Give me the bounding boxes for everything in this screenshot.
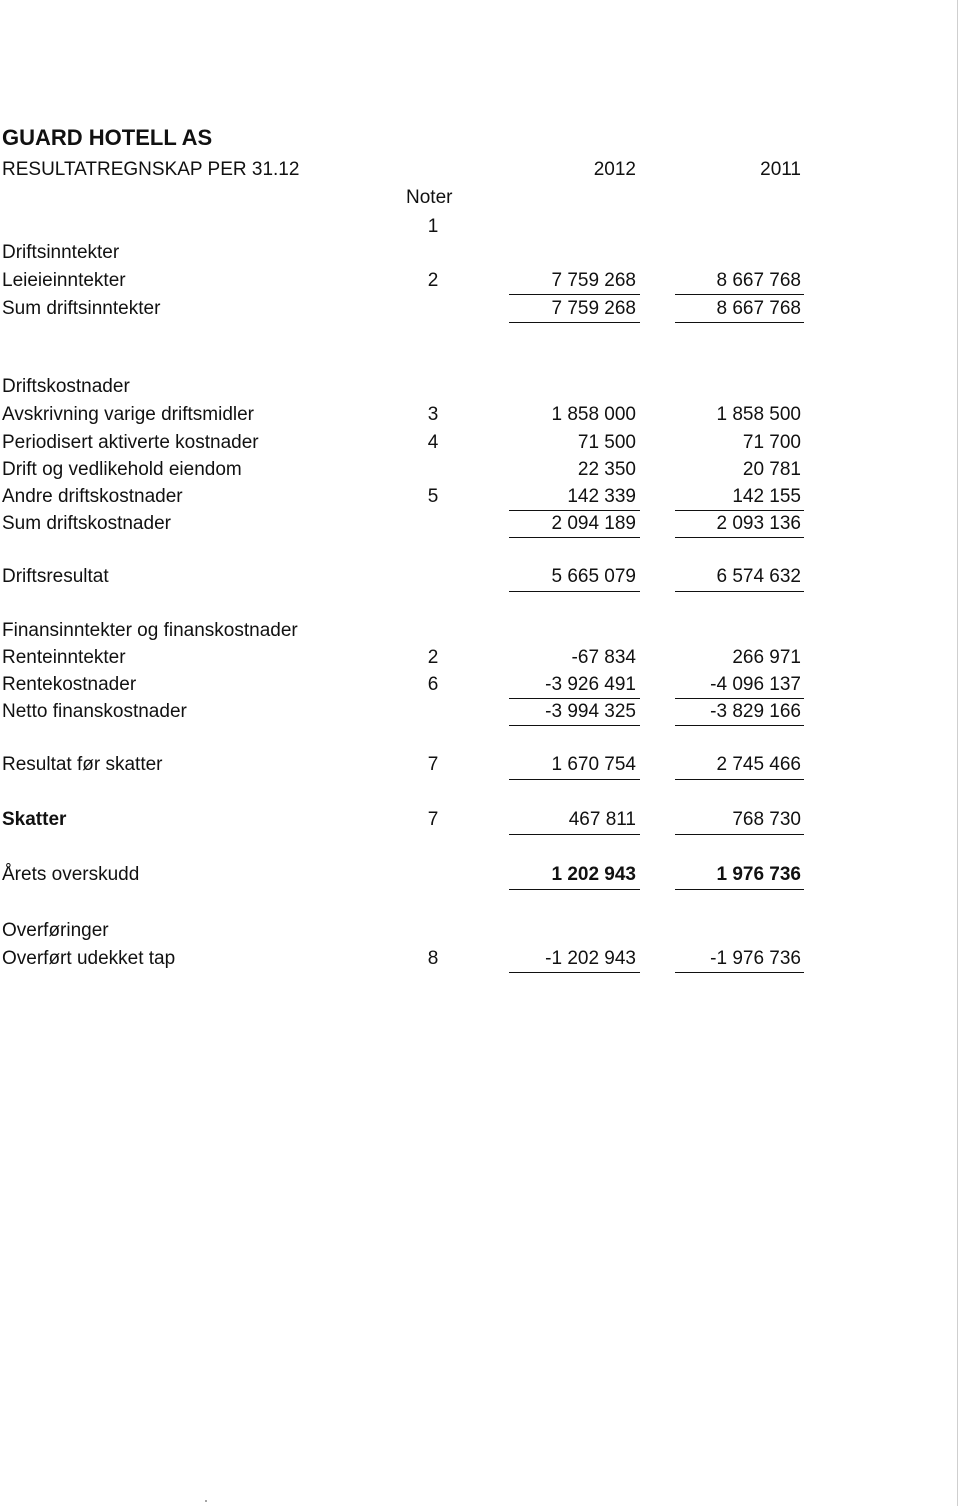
value-2012: 7 759 268 (551, 298, 636, 319)
underline (509, 294, 640, 295)
value-2012: 71 500 (577, 432, 636, 453)
value-2012: 1 202 943 (551, 864, 636, 885)
row-label: Renteinntekter (2, 647, 126, 668)
value-2012: -1 202 943 (545, 948, 636, 969)
value-2012: -67 834 (571, 647, 636, 668)
company-name: GUARD HOTELL AS (2, 125, 213, 150)
underline (675, 889, 804, 890)
value-2012: -3 926 491 (545, 674, 636, 695)
underline (509, 834, 640, 835)
value-2012: 1 858 000 (551, 404, 636, 425)
value-2011: 142 155 (732, 486, 801, 507)
year-2012-header: 2012 (593, 159, 636, 180)
underline (509, 322, 640, 323)
row-note: 8 (427, 948, 439, 969)
value-2011: 20 781 (742, 459, 801, 480)
row-note: 7 (427, 754, 439, 775)
page-edge-line (957, 0, 958, 1506)
section-driftskostnader: Driftskostnader (2, 376, 130, 397)
value-2012: -3 994 325 (545, 701, 636, 722)
year-2011-header: 2011 (760, 159, 801, 180)
row-label: Resultat før skatter (2, 754, 163, 775)
value-2011: 8 667 768 (716, 298, 801, 319)
row-label: Sum driftsinntekter (2, 298, 161, 319)
row-label: Overført udekket tap (2, 948, 176, 969)
underline (675, 322, 804, 323)
scan-speck (205, 1500, 207, 1502)
noter-number: 1 (427, 216, 439, 237)
underline (509, 698, 640, 699)
value-2011: 6 574 632 (716, 566, 801, 587)
value-2011: -3 829 166 (710, 701, 801, 722)
underline (675, 779, 804, 780)
statement-title: RESULTATREGNSKAP PER 31.12 (2, 159, 300, 180)
value-2012: 22 350 (577, 459, 636, 480)
row-label: Netto finanskostnader (2, 701, 187, 722)
underline (675, 725, 804, 726)
row-note: 5 (427, 486, 439, 507)
row-note: 2 (427, 647, 439, 668)
row-label: Driftsresultat (2, 566, 109, 587)
value-2012: 1 670 754 (551, 754, 636, 775)
value-2012: 142 339 (567, 486, 636, 507)
row-label: Sum driftskostnader (2, 513, 171, 534)
underline (509, 725, 640, 726)
underline (509, 779, 640, 780)
underline (509, 537, 640, 538)
value-2011: 1 976 736 (716, 864, 801, 885)
row-label: Rentekostnader (2, 674, 137, 695)
section-driftsinntekter: Driftsinntekter (2, 242, 120, 263)
row-label: Skatter (2, 809, 67, 830)
value-2011: -1 976 736 (710, 948, 801, 969)
row-label: Periodisert aktiverte kostnader (2, 432, 259, 453)
value-2012: 7 759 268 (551, 270, 636, 291)
underline (675, 591, 804, 592)
underline (509, 591, 640, 592)
value-2012: 467 811 (568, 809, 636, 830)
value-2011: 2 093 136 (716, 513, 801, 534)
underline (509, 972, 640, 973)
value-2011: 266 971 (732, 647, 801, 668)
underline (675, 537, 804, 538)
noter-header: Noter (406, 187, 453, 208)
value-2011: 1 858 500 (716, 404, 801, 425)
row-note: 2 (427, 270, 439, 291)
row-label: Drift og vedlikehold eiendom (2, 459, 242, 480)
row-note: 4 (427, 432, 439, 453)
row-note: 7 (427, 809, 439, 830)
underline (509, 510, 640, 511)
value-2011: 71 700 (742, 432, 801, 453)
value-2011: 8 667 768 (716, 270, 801, 291)
underline (675, 294, 804, 295)
row-note: 3 (427, 404, 439, 425)
underline (675, 698, 804, 699)
value-2012: 5 665 079 (551, 566, 636, 587)
row-label: Andre driftskostnader (2, 486, 183, 507)
row-label: Avskrivning varige driftsmidler (2, 404, 255, 425)
underline (675, 972, 804, 973)
value-2011: 768 730 (732, 809, 801, 830)
row-note: 6 (427, 674, 439, 695)
underline (675, 510, 804, 511)
value-2011: 2 745 466 (716, 754, 801, 775)
section-overforinger: Overføringer (2, 920, 109, 941)
underline (509, 889, 640, 890)
value-2011: -4 096 137 (710, 674, 801, 695)
underline (675, 834, 804, 835)
section-finans: Finansinntekter og finanskostnader (2, 620, 298, 641)
row-label: Årets overskudd (2, 864, 140, 885)
value-2012: 2 094 189 (551, 513, 636, 534)
row-label: Leieieinntekter (2, 270, 126, 291)
